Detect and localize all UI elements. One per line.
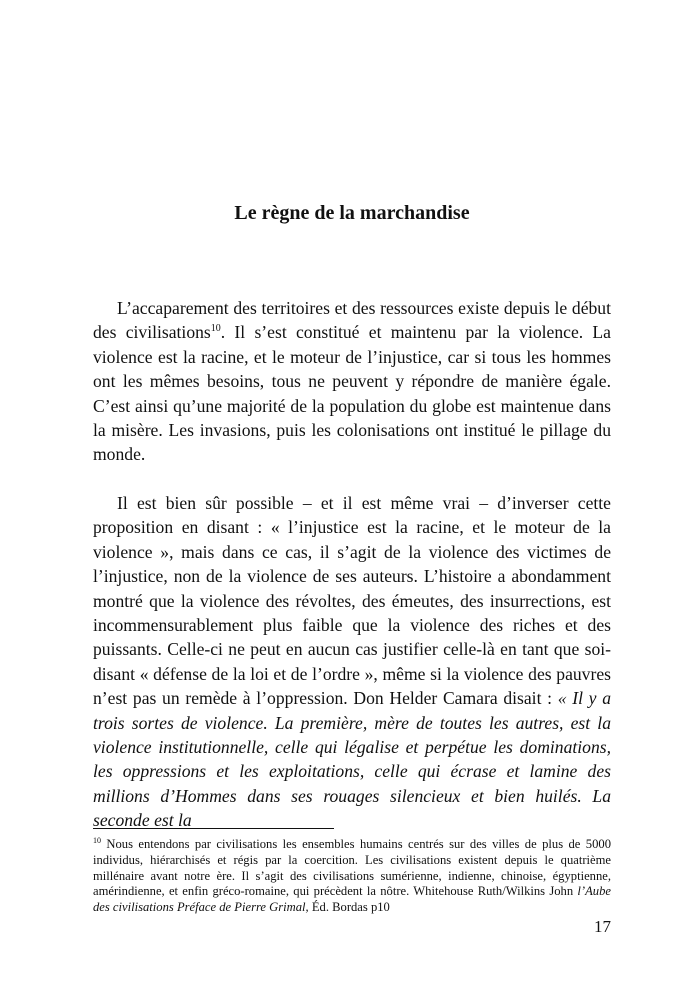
footnote-separator — [93, 828, 334, 829]
paragraph-1 — [93, 296, 611, 467]
paragraph-2-text: Il est bien sûr possible – et il est même vrai – d’inverser cette proposition en disant : « l’injustice est la racine, et le moteur de la violence », mais dans ce cas, il s’agit de la violence des victimes de l’injustice, non de la violence de ses auteurs. L’histoire a abondamment montré que la violence des révoltes, des émeutes, des insurrections, est incommensurablement plus faible que la violence des riches et des puissants. Celle-ci ne peut en aucun cas justifier celle-là en tant que soi-disant « défense de la loi et de l’ordre », même si la violence des pauvres n’est pas un remède à l’oppression. Don Helder Camara disait : — [93, 493, 611, 709]
paragraph-1-text-b: . Il s’est constitué et maintenu par la violence. La violence est la racine, et le moteur de l’injustice, car si tous les hommes ont les mêmes besoins, tous ne peuvent y répondre de manière égale. C’est ainsi qu’une majorité de la population du globe est maintenue dans la misère. Les invasions, puis les colonisations ont institué le pillage du monde. — [93, 322, 611, 465]
paragraph-2 — [93, 491, 611, 833]
footnote-book-title: l’Aube des civilisations Préface de Pierre Grimal, — [93, 884, 611, 915]
footnote — [93, 837, 611, 916]
paragraph-1-text-a: L’accaparement des territoires et des ressources existe depuis le début des civilisations — [93, 298, 611, 343]
camara-quote: « Il y a trois sortes de violence. La première, mère de toutes les autres, est la violence institutionnelle, celle qui légalise et perpétue les dominations, les oppressions et les exploitations, celle qui écrase et lamine des millions d’Hommes dans ses rouages silencieux et bien huilés. La seconde est la — [93, 688, 611, 831]
footnote-number: 10 — [93, 835, 101, 845]
footnote-reference: 10 — [210, 323, 221, 335]
footnote-publisher: Éd. Bordas p10 — [308, 900, 390, 915]
page-number: 17 — [594, 917, 611, 936]
footnote-text: Nous entendons par civilisations les ensembles humains centrés sur des villes de plus de 5000 individus, hiérarchisés et régis par la coercition. Les civilisations existent depuis le quatrième millénaire avant notre ère. Il s’agit des civilisations sumérienne, indienne, chinoise, égyptienne, amérindienne, et enfin gréco-romaine, qui précèdent la nôtre. Whitehouse Ruth/Wilkins John — [93, 837, 611, 899]
chapter-title: Le règne de la marchandise — [234, 202, 470, 224]
